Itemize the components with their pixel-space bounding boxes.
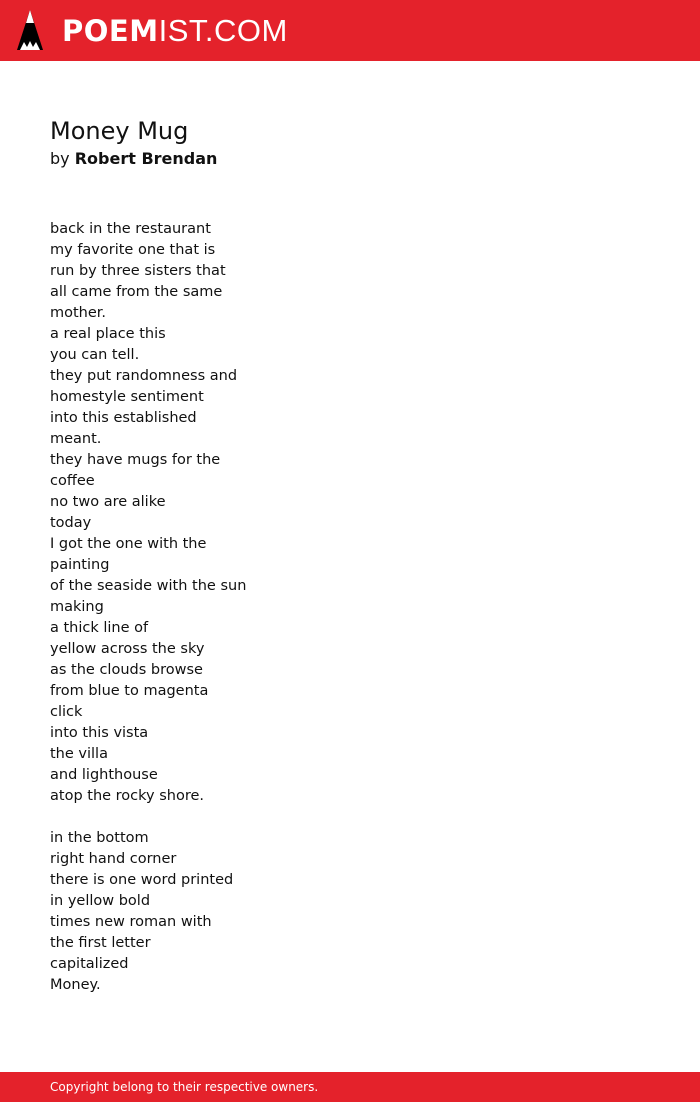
poem-line: a real place this (50, 326, 166, 342)
poem-line: into this established (50, 410, 197, 426)
byline-prefix: by (50, 149, 70, 168)
poem-line: they put randomness and (50, 368, 238, 384)
byline (50, 148, 217, 170)
copyright-text: Copyright belong to their respective owners. (50, 1080, 319, 1094)
poem-line: run by three sisters that (50, 263, 226, 279)
poem-body (50, 219, 450, 996)
poem-line: painting (50, 557, 110, 573)
poem-line: homestyle sentiment (50, 389, 204, 405)
poem-line: the first letter (50, 935, 151, 951)
poem-line: and lighthouse (50, 767, 158, 783)
site-header (0, 0, 700, 61)
poem-line: from blue to magenta (50, 683, 209, 699)
poem-line: meant. (50, 431, 102, 447)
poem-line: in the bottom (50, 830, 149, 846)
poem-line: no two are alike (50, 494, 166, 510)
poem-line: back in the restaurant (50, 221, 211, 237)
poem-line: mother. (50, 305, 107, 321)
author-name: Robert Brendan (74, 149, 218, 168)
poem-line: of the seaside with the sun (50, 578, 247, 594)
poem-line: in yellow bold (50, 893, 151, 909)
pencil-icon[interactable] (16, 9, 44, 52)
poem-line: right hand corner (50, 851, 177, 867)
poem-line: capitalized (50, 956, 129, 972)
poem-line: you can tell. (50, 347, 140, 363)
stanza-break (50, 807, 450, 828)
poem-line: into this vista (50, 725, 149, 741)
logo-text-bold: POEM (62, 14, 159, 48)
poem-line: Money. (50, 977, 101, 993)
poem-line: atop the rocky shore. (50, 788, 205, 804)
poem-line: there is one word printed (50, 872, 234, 888)
site-footer (0, 1072, 700, 1102)
poem-line: as the clouds browse (50, 662, 203, 678)
poem-line: times new roman with (50, 914, 212, 930)
poem-line: all came from the same (50, 284, 223, 300)
logo-text-thin: IST.COM (158, 13, 288, 48)
poem-line: I got the one with the (50, 536, 207, 552)
poem-line: today (50, 515, 92, 531)
poem-line: yellow across the sky (50, 641, 205, 657)
poem-line: making (50, 599, 104, 615)
poem-title: Money Mug (50, 117, 189, 145)
poem-line: they have mugs for the (50, 452, 221, 468)
poem-line: coffee (50, 473, 95, 489)
poem-line: my favorite one that is (50, 242, 216, 258)
site-logo[interactable] (62, 11, 288, 51)
poem-line: a thick line of (50, 620, 149, 636)
poem-line: the villa (50, 746, 108, 762)
poem-line: click (50, 704, 83, 720)
